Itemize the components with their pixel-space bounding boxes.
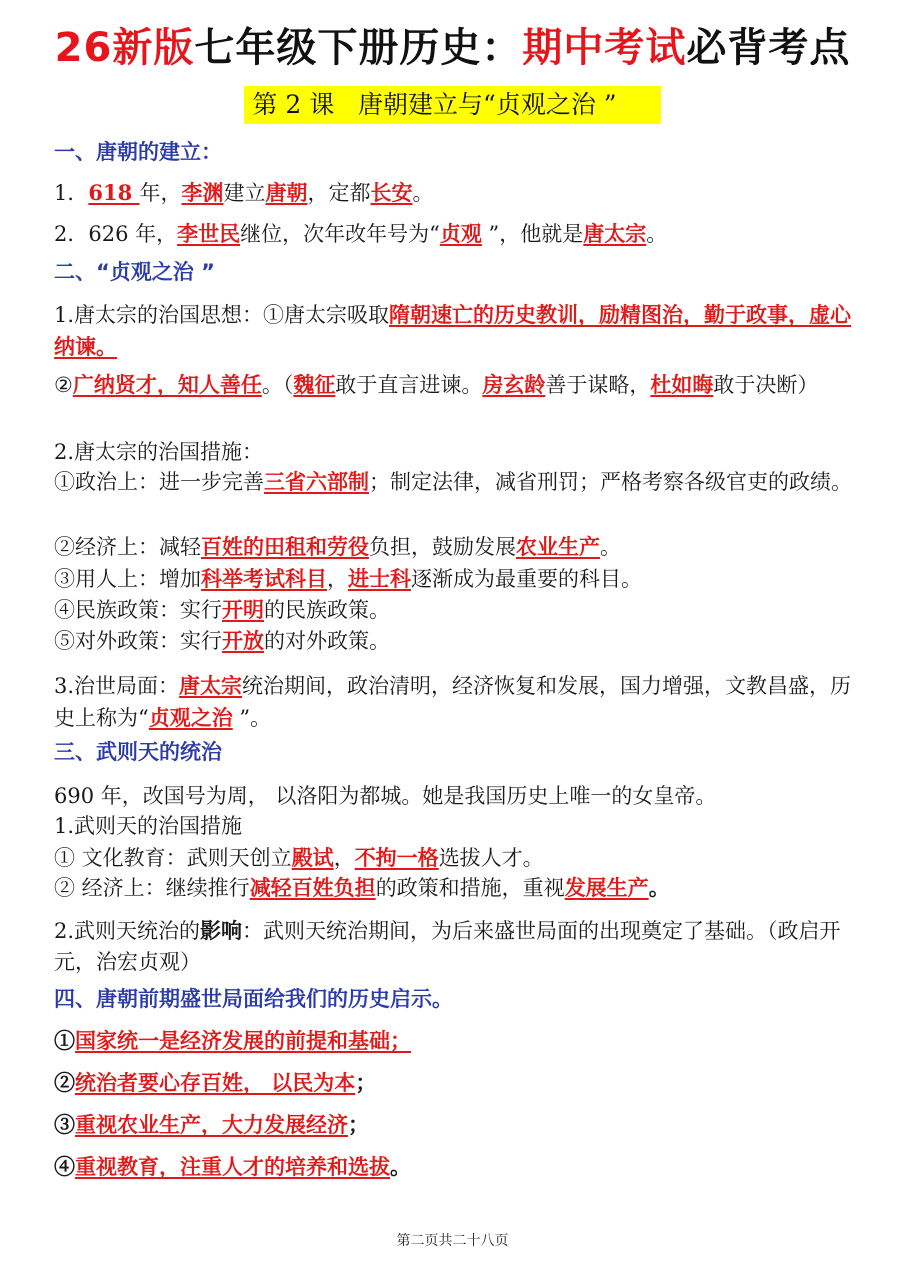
text: 。 — [600, 535, 621, 559]
text: ④民族政策：实行 — [54, 598, 222, 622]
s2-measure-1 — [54, 466, 854, 498]
text: 年， — [139, 181, 182, 205]
keyword: 杜如晦 — [650, 372, 714, 397]
keyword: 重视农业生产，大力发展经济 — [75, 1112, 348, 1137]
title-part3: 期中考试 — [522, 25, 687, 71]
keyword: 殿试 — [291, 845, 334, 870]
text: 的对外政策。 — [264, 629, 390, 653]
keyword: 广纳贤才，知人善任 — [72, 372, 262, 397]
s3-line-2: 1.武则天的治国措施 — [54, 814, 243, 838]
text: 逐渐成为最重要的科目。 — [411, 567, 642, 591]
s2-para-2 — [54, 369, 854, 401]
s4-item-3 — [54, 1109, 854, 1140]
text: 。 — [648, 875, 670, 900]
s2-measure-4 — [54, 594, 854, 626]
text: ⑤对外政策：实行 — [54, 629, 222, 653]
text: 2．626 年， — [54, 222, 178, 246]
text: 。（ — [261, 373, 294, 397]
s2-measure-2 — [54, 531, 854, 563]
section-heading-1: 一、唐朝的建立： — [54, 140, 222, 164]
keyword: 618 — [88, 180, 140, 205]
keyword: 科举考试科目 — [201, 566, 327, 591]
text: 选拔人才。 — [438, 846, 544, 870]
text: 。 — [390, 1154, 411, 1179]
keyword: 魏征 — [293, 372, 336, 397]
keyword: 唐太宗 — [583, 221, 647, 246]
text: ②经济上：减轻 — [54, 535, 201, 559]
s4-item-4 — [54, 1151, 854, 1182]
s3-line-5 — [54, 915, 854, 978]
keyword: 开明 — [222, 597, 264, 622]
text: 统治期间，政治清明，经济恢复和发展，国力增强，文教昌盛，历史上称为“ — [54, 674, 852, 730]
keyword: 农业生产 — [516, 534, 600, 559]
text: ”。 — [232, 706, 272, 730]
title-part4: 必背考点 — [686, 25, 851, 71]
text: 3.治世局面： — [54, 674, 180, 698]
keyword: 房玄龄 — [482, 372, 546, 397]
text: ② — [54, 373, 73, 397]
text: ， — [333, 846, 355, 870]
keyword: 影响 — [200, 918, 243, 943]
text: ； — [355, 1070, 377, 1095]
text: 2.武则天统治的 — [54, 919, 201, 943]
s1-line-2 — [54, 218, 854, 250]
s3-line-1: 690 年，改国号为周， 以洛阳为都城。她是我国历史上唯一的女皇帝。 — [54, 784, 717, 808]
text: ① 文化教育：武则天创立 — [54, 846, 292, 870]
keyword: 唐朝 — [265, 180, 308, 205]
keyword: 百姓的田租和劳役 — [201, 534, 369, 559]
s2-measure-5 — [54, 625, 854, 657]
text: 善于谋略， — [545, 373, 651, 397]
section-heading-4: 四、唐朝前期盛世局面给我们的历史启示。 — [54, 987, 453, 1011]
section-heading-3: 三、武则天的统治 — [54, 740, 222, 764]
text: 。 — [646, 222, 668, 246]
s2-measure-3 — [54, 563, 854, 595]
keyword: 贞观之治 — [148, 705, 233, 730]
text: ② — [54, 1070, 75, 1095]
text: 1． — [54, 181, 89, 205]
text: 的民族政策。 — [264, 598, 390, 622]
text: 的政策和措施，重视 — [375, 876, 565, 900]
page-title — [0, 22, 905, 74]
text: ① — [54, 1028, 75, 1053]
text: 1.唐太宗的治国思想：①唐太宗吸取 — [54, 303, 390, 327]
text: 建立 — [223, 181, 266, 205]
s2-para-4 — [54, 670, 854, 734]
text: ， — [327, 567, 348, 591]
text: ② 经济上：继续推行 — [54, 876, 250, 900]
text: ”，他就是 — [481, 222, 584, 246]
s3-line-3 — [54, 842, 854, 874]
text: ④ — [54, 1154, 75, 1179]
keyword: 开放 — [222, 628, 264, 653]
keyword: 唐太宗 — [179, 673, 243, 698]
keyword: 发展生产 — [564, 875, 649, 900]
keyword: 国家统一是经济发展的前提和基础； — [75, 1028, 411, 1053]
s4-item-1 — [54, 1025, 854, 1056]
keyword: 重视教育，注重人才的培养和选拔 — [75, 1154, 390, 1179]
text: ③用人上：增加 — [54, 567, 201, 591]
text: 。 — [412, 181, 434, 205]
text: 负担，鼓励发展 — [369, 535, 516, 559]
s4-item-2 — [54, 1067, 854, 1098]
s1-line-1 — [54, 177, 854, 209]
keyword: 统治者要心存百姓， 以民为本 — [75, 1070, 356, 1095]
text: 敢于决断） — [713, 373, 819, 397]
text: 敢于直言进谏。 — [335, 373, 483, 397]
keyword: 隋朝速亡的历史教训，励精图治，勤于政事，虚心纳谏。 — [54, 302, 852, 359]
s2-para-1 — [54, 299, 854, 363]
section-heading-2: 二、“贞观之治 ” — [54, 260, 215, 284]
lesson-banner — [0, 86, 905, 124]
s2-measures-title: 2.唐太宗的治国措施： — [54, 440, 264, 464]
page-footer: 第二页共二十八页 — [396, 1233, 509, 1249]
text: ①政治上：进一步完善 — [54, 470, 264, 494]
keyword: 长安 — [370, 180, 413, 205]
keyword: 不拘一格 — [354, 845, 439, 870]
text: ，定都 — [307, 181, 371, 205]
title-part2: 七年级下册历史： — [194, 25, 523, 71]
text: ； — [348, 1112, 369, 1137]
keyword: 减轻百姓负担 — [249, 875, 376, 900]
keyword: 李世民 — [177, 221, 241, 246]
text: ③ — [54, 1112, 75, 1137]
keyword: 贞观 — [439, 221, 482, 246]
s3-line-4 — [54, 872, 854, 904]
lesson-title: 第 2 课 唐朝建立与“贞观之治 ” — [244, 86, 660, 124]
keyword: 进士科 — [348, 566, 411, 591]
text: ；制定法律，减省刑罚；严格考察各级官吏的政绩。 — [369, 470, 852, 494]
title-part1: 26新版 — [54, 25, 195, 71]
keyword: 三省六部制 — [264, 469, 369, 494]
keyword: 李渊 — [181, 180, 224, 205]
text: ：武则天统治期间，为后来盛世局面的出现奠定了基础。（政启开元，治宏贞观） — [54, 919, 841, 974]
text: 继位，次年改年号为“ — [240, 222, 440, 246]
